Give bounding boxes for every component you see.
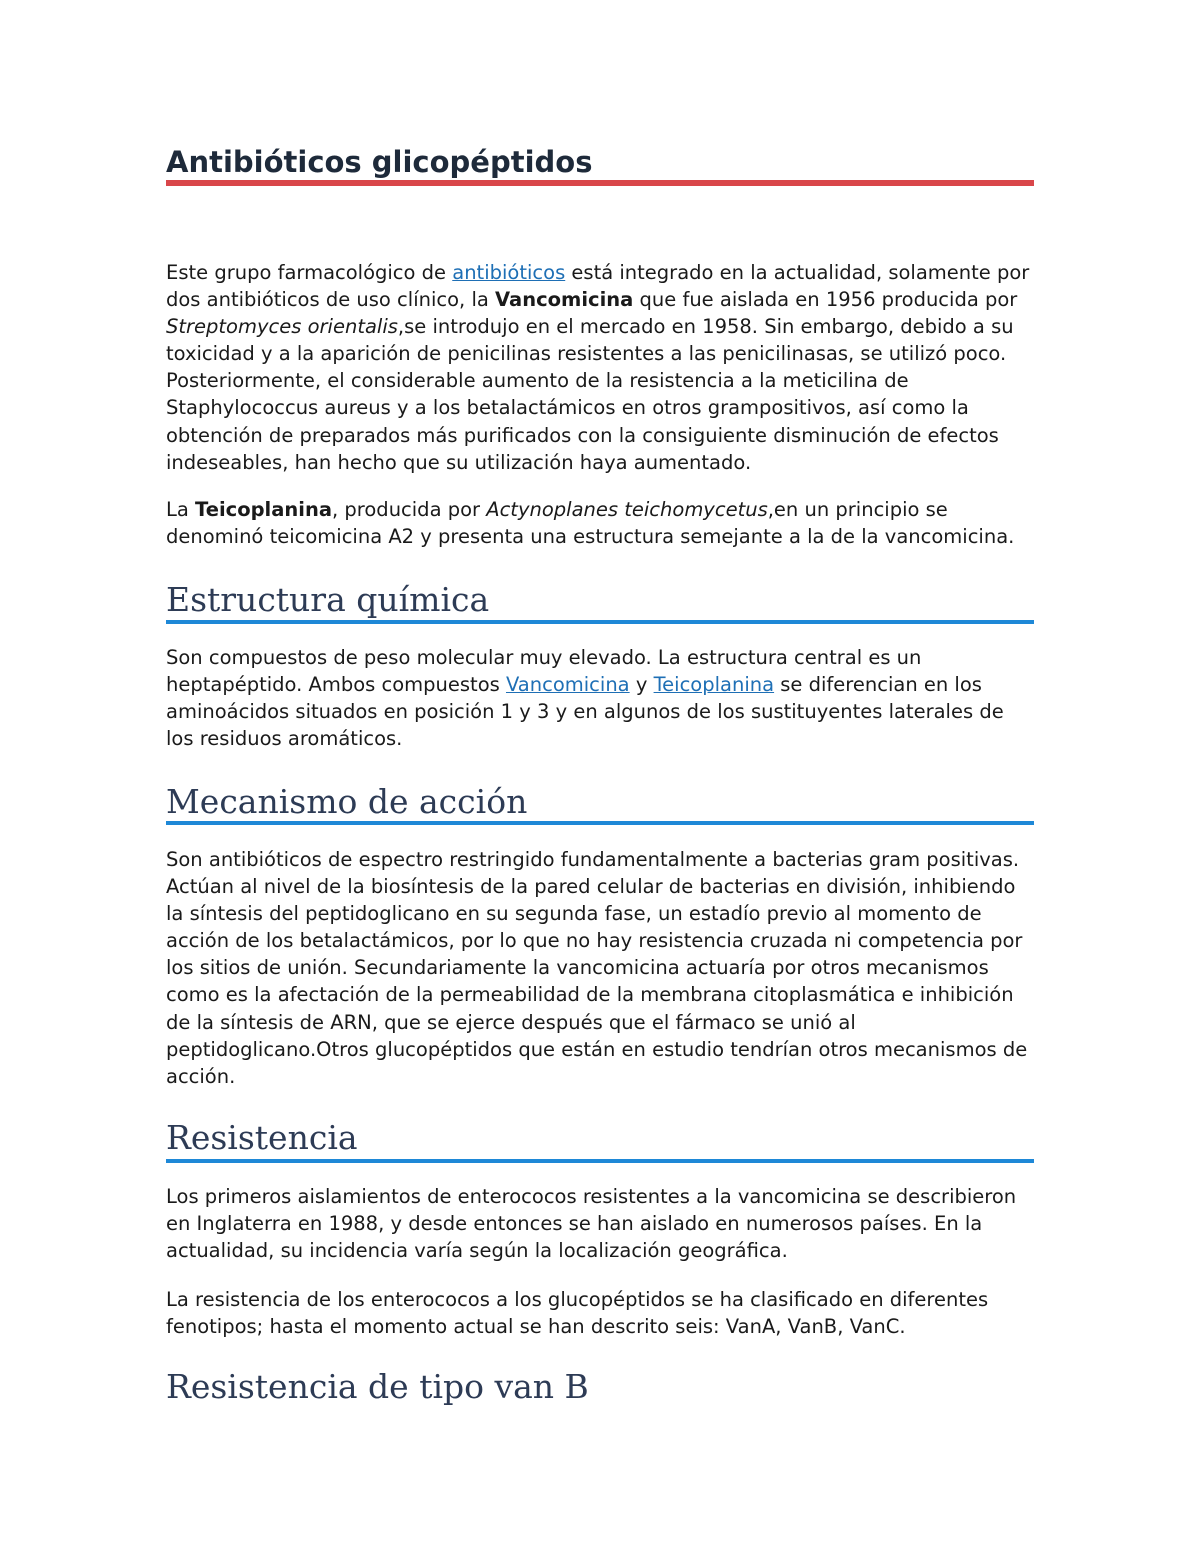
heading-estructura-quimica: Estructura química	[166, 580, 490, 619]
intro-text-3: que fue aislada en 1956 producida por	[633, 288, 1018, 312]
estructura-paragraph	[166, 644, 1034, 752]
estructura-text-1: Son compuestos de peso molecular muy elevado. La estructura central es un heptapéptido. Ambos compuestos	[166, 646, 922, 697]
streptomyces-italic: Streptomyces orientalis	[166, 315, 398, 339]
intro2-text-3: ,en un principio se denominó teicomicina A2 y presenta una estructura semejante a la de la vancomicina.	[166, 498, 1015, 549]
intro-paragraph-1	[166, 259, 1034, 476]
link-vancomicina[interactable]: Vancomicina	[505, 673, 630, 697]
resistencia-divider	[166, 1159, 1034, 1163]
teicoplanina-bold: Teicoplanina	[195, 498, 333, 521]
intro2-text-1: La	[166, 498, 196, 521]
intro2-text-2: , producida por	[332, 498, 487, 521]
resistencia-paragraph-1: Los primeros aislamientos de enterococos resistentes a la vancomicina se describieron en Inglaterra en 1988, y desde entonces se han aislado en numerosos países. En la actualidad, su incidencia varía según la localización geográfica.	[166, 1185, 1017, 1263]
estructura-divider	[166, 620, 1034, 624]
intro-text-2: está integrado en la actualidad, solamente por dos antibióticos de uso clínico, la	[166, 261, 1030, 312]
estructura-text-3: se diferencian en los aminoácidos situados en posición 1 y 3 y en algunos de los sustituyentes laterales de los residuos aromáticos.	[166, 673, 1004, 751]
estructura-text-2: y	[629, 673, 654, 697]
intro-text-1: Este grupo farmacológico de	[166, 261, 453, 284]
heading-mecanismo-accion: Mecanismo de acción	[166, 782, 528, 821]
document-title: Antibióticos glicopéptidos	[166, 145, 593, 179]
actynoplanes-italic: Actynoplanes teichomycetus	[486, 498, 768, 521]
vancomicina-bold: Vancomicina	[495, 288, 634, 312]
heading-resistencia: Resistencia	[166, 1118, 358, 1157]
mecanismo-divider	[166, 821, 1034, 825]
link-teicoplanina[interactable]: Teicoplanina	[653, 673, 775, 697]
resistencia-paragraph-2: La resistencia de los enterococos a los glucopéptidos se ha clasificado en diferentes fenotipos; hasta el momento actual se han descrito seis: VanA, VanB, VanC.	[166, 1288, 989, 1339]
intro-paragraph-2	[166, 496, 1034, 550]
link-antibioticos[interactable]: antibióticos	[452, 261, 566, 284]
mecanismo-paragraph: Son antibióticos de espectro restringido fundamentalmente a bacterias gram positivas. Actúan al nivel de la biosíntesis de la pared celular de bacterias en división, inhibiendo la síntesis del peptidoglicano en su segunda fase, un estadío previo al momento de acción de los betalactámicos, por lo que no hay resistencia cruzada ni competencia por los sitios de unión. Secundariamente la vancomicina actuaría por otros mecanismos como es la afectación de la permeabilidad de la membrana citoplasmática e inhibición de la síntesis de ARN, que se ejerce después que el fármaco se unió al peptidoglicano.Otros glucopéptidos que están en estudio tendrían otros mecanismos de acción.	[166, 848, 1028, 1088]
title-divider	[166, 180, 1034, 186]
heading-resistencia-van-b: Resistencia de tipo van B	[166, 1367, 589, 1406]
intro-text-4: ,se introdujo en el mercado en 1958. Sin embargo, debido a su toxicidad y a la aparición de penicilinas resistentes a las penicilinasas, se utilizó poco. Posteriormente, el considerable aumento de la resistencia a la meticilina de Staphylococcus aureus y a los betalactámicos en otros grampositivos, así como la obtención de preparados más purificados con la consiguiente disminución de efectos indeseables, han hecho que su utilización haya aumentado.	[166, 315, 1014, 474]
